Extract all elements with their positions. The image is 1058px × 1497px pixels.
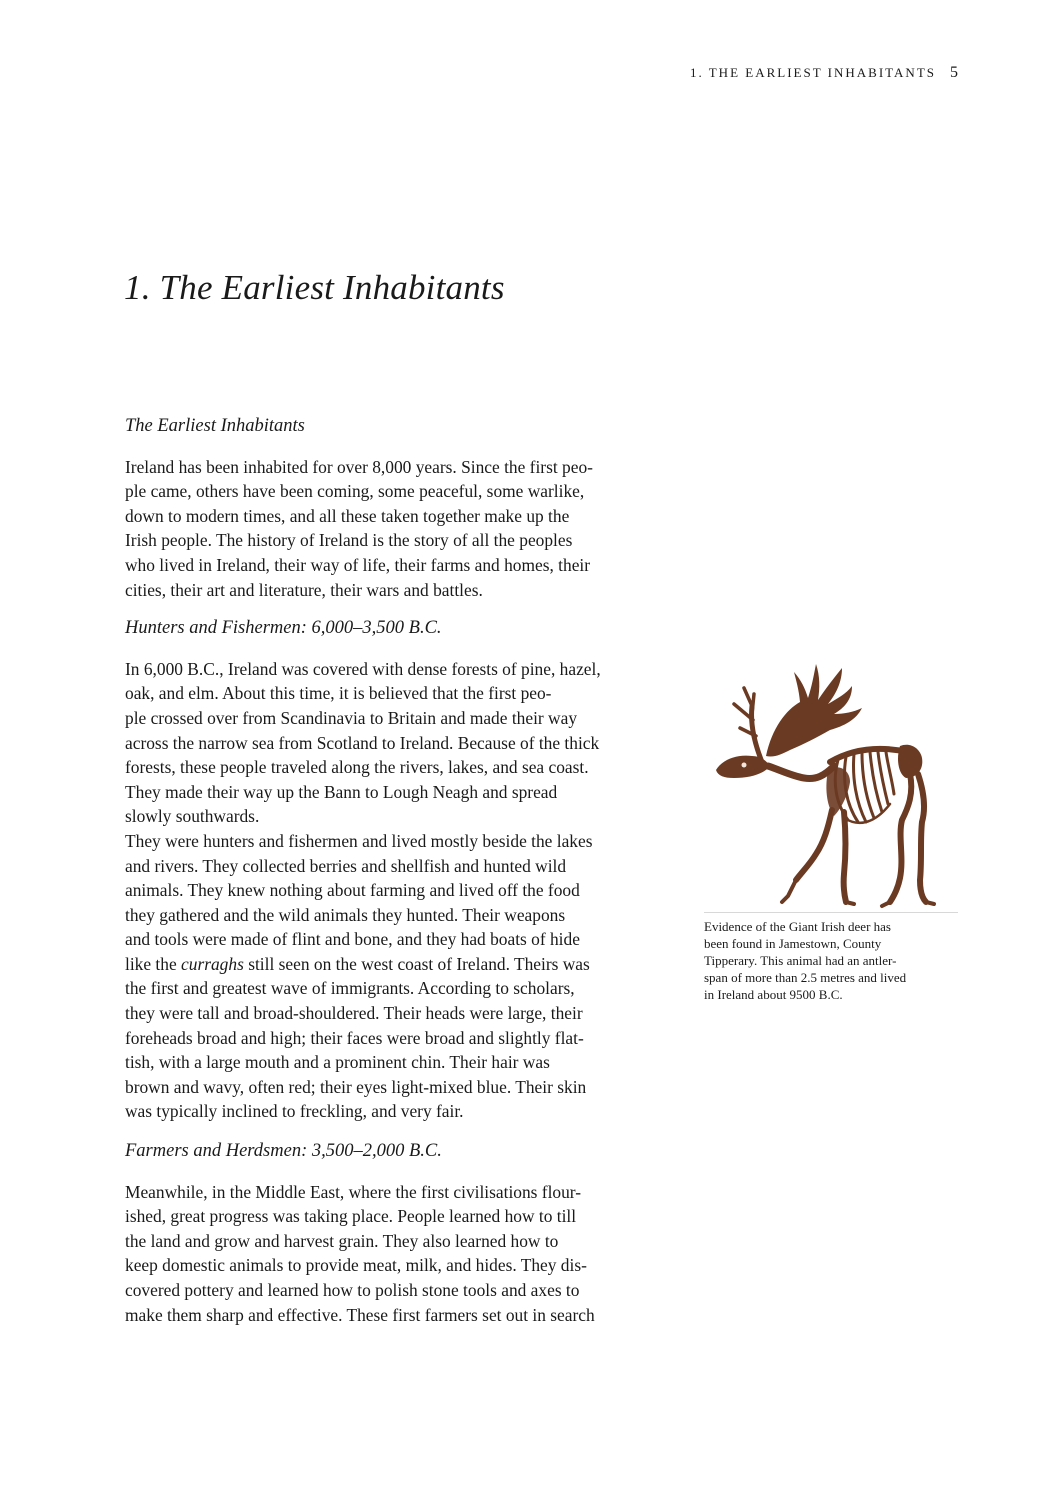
- text-line: tish, with a large mouth and a prominent chin. Their hair was: [125, 1052, 550, 1073]
- text-line: oak, and elm. About this time, it is believed that the first peo-: [125, 683, 552, 704]
- text-fragment: still seen on the west coast of Ireland. Theirs was: [243, 953, 590, 974]
- text-line: down to modern times, and all these taken together make up the: [125, 505, 570, 526]
- section-heading-earliest-inhabitants: The Earliest Inhabitants: [125, 416, 305, 436]
- text-line: covered pottery and learned how to polish stone tools and axes to: [125, 1280, 580, 1300]
- chapter-title: 1. The Earliest Inhabitants: [124, 268, 505, 307]
- text-line: Ireland has been inhabited for over 8,000 years. Since the first peo-: [125, 456, 593, 477]
- text-line: In 6,000 B.C., Ireland was covered with dense forests of pine, hazel,: [125, 658, 601, 679]
- text-line: cities, their art and literature, their wars and battles.: [125, 579, 483, 600]
- running-head: [690, 64, 958, 82]
- section-heading-farmers-herdsmen: Farmers and Herdsmen: 3,500–2,000 B.C.: [125, 1141, 442, 1162]
- caption-line: been found in Jamestown, County: [704, 936, 882, 951]
- caption-line: Evidence of the Giant Irish deer has: [704, 919, 891, 934]
- text-line: across the narrow sea from Scotland to Ireland. Because of the thick: [125, 732, 600, 753]
- text-line: They were hunters and fishermen and lived mostly beside the lakes: [125, 830, 593, 851]
- text-line: ple crossed over from Scandinavia to Britain and made their way: [125, 707, 578, 728]
- paragraph-hunters: [125, 657, 665, 1124]
- page-number: 5: [950, 64, 958, 81]
- text-line: who lived in Ireland, their way of life, their farms and homes, their: [125, 554, 591, 575]
- text-line: ished, great progress was taking place. People learned how to till: [125, 1206, 577, 1227]
- text-line: they were tall and broad-shouldered. Their heads were large, their: [125, 1003, 583, 1024]
- figure-caption: [704, 918, 958, 1003]
- text-line: and tools were made of flint and bone, and they had boats of hide: [125, 929, 580, 950]
- text-line: Meanwhile, in the Middle East, where the first civilisations flour-: [125, 1181, 582, 1202]
- figure-sidebar: [704, 658, 958, 1003]
- main-text-column: [125, 414, 665, 1327]
- text-line-with-emphasis: [125, 952, 665, 977]
- text-line: They made their way up the Bann to Lough Neagh and spread: [125, 781, 558, 802]
- text-line: the land and grow and harvest grain. They also learned how to: [125, 1230, 559, 1251]
- text-line: slowly southwards.: [125, 806, 260, 827]
- text-line: Irish people. The history of Ireland is the story of all the peoples: [125, 530, 573, 551]
- text-line: make them sharp and effective. These first farmers set out in search: [125, 1304, 595, 1325]
- giant-irish-deer-skeleton-icon: [704, 658, 958, 910]
- text-line: was typically inclined to freckling, and very fair.: [125, 1101, 464, 1122]
- running-title: 1. THE EARLIEST INHABITANTS: [689, 65, 936, 80]
- paragraph-intro: [125, 455, 665, 603]
- text-fragment: like the: [125, 953, 182, 974]
- text-line: and rivers. They collected berries and shellfish and hunted wild: [125, 855, 567, 876]
- text-line: keep domestic animals to provide meat, milk, and hides. They dis-: [125, 1255, 587, 1276]
- section-heading-hunters-fishermen: Hunters and Fishermen: 6,000–3,500 B.C.: [125, 618, 442, 639]
- text-line: brown and wavy, often red; their eyes light-mixed blue. Their skin: [125, 1076, 587, 1097]
- caption-line: span of more than 2.5 metres and lived: [704, 970, 907, 985]
- text-line: foreheads broad and high; their faces were broad and slightly flat-: [125, 1027, 584, 1048]
- text-line: they gathered and the wild animals they hunted. Their weapons: [125, 904, 566, 925]
- text-line: ple came, others have been coming, some peaceful, some warlike,: [125, 481, 585, 502]
- text-line: the first and greatest wave of immigrants. According to scholars,: [125, 978, 575, 999]
- text-line: animals. They knew nothing about farming and lived off the food: [125, 880, 580, 901]
- caption-divider: [704, 912, 958, 913]
- text-line: forests, these people traveled along the rivers, lakes, and sea coast.: [125, 757, 589, 778]
- emphasis-curraghs: curraghs: [181, 953, 244, 974]
- caption-line: in Ireland about 9500 B.C.: [704, 987, 843, 1002]
- caption-line: Tipperary. This animal had an antler-: [704, 953, 897, 968]
- paragraph-farmers: [125, 1180, 665, 1328]
